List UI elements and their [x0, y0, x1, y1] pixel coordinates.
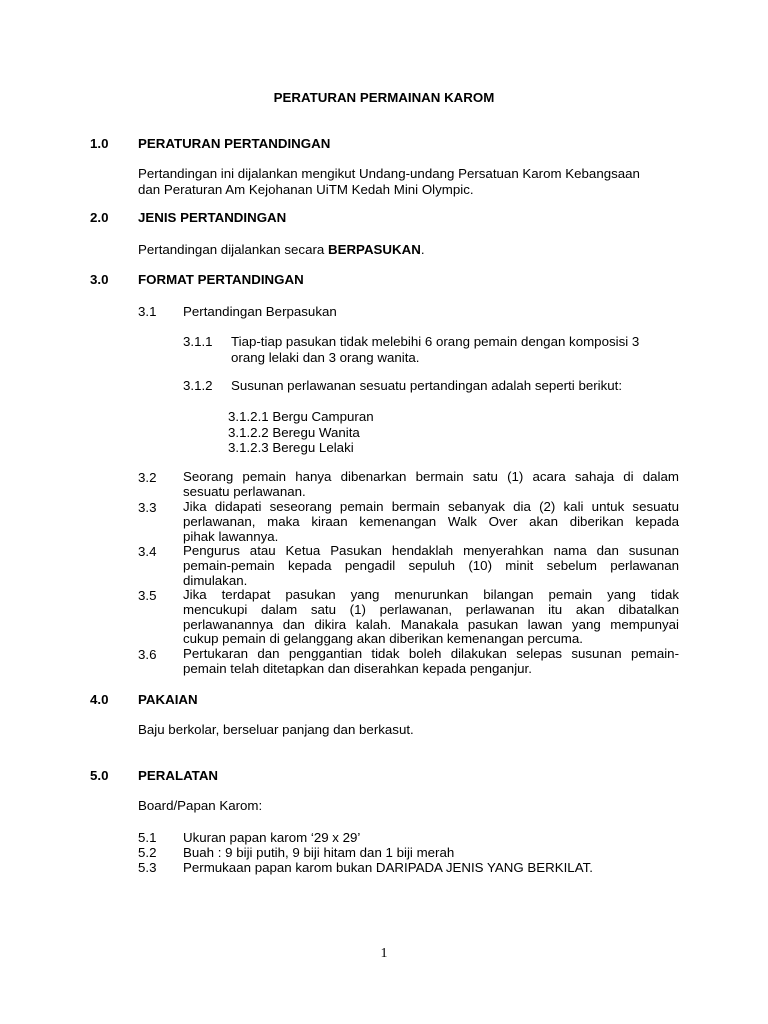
- item-line: Jika terdapat pasukan yang menurunkan bilangan pemain yang tidak: [183, 587, 679, 602]
- sub-3-1-1-text: [231, 334, 639, 365]
- item-line: pihak lawannya.: [183, 528, 279, 544]
- item-3-2-text: [183, 470, 679, 500]
- item-line: perlawanan, maka kiraan kemenangan Walk Over akan diberikan kepada: [183, 513, 679, 529]
- section-3-number: 3.0: [90, 272, 109, 287]
- document-title: PERATURAN PERMAINAN KAROM: [273, 90, 495, 105]
- sub-3-1-1-line: Tiap-tiap pasukan tidak melebihi 6 orang pemain dengan komposisi 3: [231, 334, 640, 349]
- item-line: perlawanannya dan dikira kalah. Manakala pasukan lawan yang mempunyai: [183, 616, 679, 632]
- item-3-6-number: 3.6: [138, 647, 157, 662]
- section-1-number: 1.0: [90, 136, 109, 151]
- section-2-number: 2.0: [90, 210, 109, 225]
- item-line: mencukupi dalam satu (1) perlawanan, perlawanan itu akan dibatalkan: [183, 601, 679, 617]
- item-line: sesuatu perlawanan.: [183, 483, 306, 499]
- item-3-3-text: [183, 500, 679, 544]
- section-2-text: [138, 242, 425, 258]
- item-5-1-text: Ukuran papan karom ‘29 x 29’: [183, 830, 361, 845]
- section-4-number: 4.0: [90, 692, 109, 707]
- section-1-line: dan Peraturan Am Kejohanan UiTM Kedah Mini Olympic.: [138, 182, 474, 197]
- section-3-heading: FORMAT PERTANDINGAN: [138, 272, 304, 287]
- section-4-text: Baju berkolar, berseluar panjang dan berkasut.: [138, 722, 414, 737]
- item-5-2-text: Buah : 9 biji putih, 9 biji hitam dan 1 biji merah: [183, 845, 455, 860]
- item-line: pemain-pemain kepada pengadil sepuluh (10) minit sebelum perlawanan: [183, 557, 679, 573]
- item-5-3-number: 5.3: [138, 860, 157, 875]
- item-line: dimulakan.: [183, 572, 248, 588]
- item-line: pemain telah ditetapkan dan diserahkan kepada penganjur.: [183, 660, 532, 676]
- item-3-6-text: [183, 647, 679, 677]
- section-4-heading: PAKAIAN: [138, 692, 198, 707]
- item-5-2-number: 5.2: [138, 845, 157, 860]
- section-1-line: Pertandingan ini dijalankan mengikut Undang-undang Persatuan Karom Kebangsaan: [138, 166, 640, 181]
- sub-3-1-1-number: 3.1.1: [183, 334, 213, 349]
- sub-3-1-2-number: 3.1.2: [183, 378, 213, 393]
- item-line: Pertukaran dan penggantian tidak boleh dilakukan selepas susunan pemain-: [183, 646, 679, 661]
- item-3-4-number: 3.4: [138, 544, 157, 559]
- section-2-bold-term: BERPASUKAN: [327, 242, 421, 257]
- sub-3-1-text: Pertandingan Berpasukan: [183, 304, 337, 319]
- item-5-1-number: 5.1: [138, 830, 157, 845]
- item-line: Jika didapati seseorang pemain bermain sebanyak dia (2) kali untuk sesuatu: [183, 499, 679, 514]
- item-5-3-text: Permukaan papan karom bukan DARIPADA JENIS YANG BERKILAT.: [183, 860, 593, 875]
- section-5-intro: Board/Papan Karom:: [138, 798, 263, 813]
- item-line: Seorang pemain hanya dibenarkan bermain satu (1) acara sahaja di dalam: [183, 469, 679, 484]
- sub-3-1-2-2: 3.1.2.2 Beregu Wanita: [228, 425, 360, 440]
- item-3-4-text: [183, 544, 679, 588]
- item-3-2-number: 3.2: [138, 470, 157, 485]
- section-2-text-end: .: [420, 242, 425, 257]
- item-line: cukup pemain di gelanggang akan diberikan kemenangan percuma.: [183, 631, 583, 647]
- section-2-heading: JENIS PERTANDINGAN: [138, 210, 287, 225]
- section-2-text-part: Pertandingan dijalankan secara: [138, 242, 328, 257]
- sub-3-1-1-line: orang lelaki dan 3 orang wanita.: [231, 349, 420, 365]
- item-3-3-number: 3.3: [138, 500, 157, 515]
- sub-3-1-number: 3.1: [138, 304, 157, 319]
- section-5-number: 5.0: [90, 768, 109, 783]
- section-1-text: [138, 166, 640, 198]
- section-1-heading: PERATURAN PERTANDINGAN: [138, 136, 331, 151]
- sub-3-1-2-3: 3.1.2.3 Beregu Lelaki: [228, 440, 354, 455]
- section-5-heading: PERALATAN: [138, 768, 219, 783]
- item-3-5-number: 3.5: [138, 588, 157, 603]
- page-number: 1: [380, 946, 388, 961]
- sub-3-1-2-text: Susunan perlawanan sesuatu pertandingan adalah seperti berikut:: [231, 378, 623, 393]
- item-line: Pengurus atau Ketua Pasukan hendaklah menyerahkan nama dan susunan: [183, 543, 679, 558]
- sub-3-1-2-1: 3.1.2.1 Bergu Campuran: [228, 409, 374, 424]
- item-3-5-text: [183, 588, 679, 647]
